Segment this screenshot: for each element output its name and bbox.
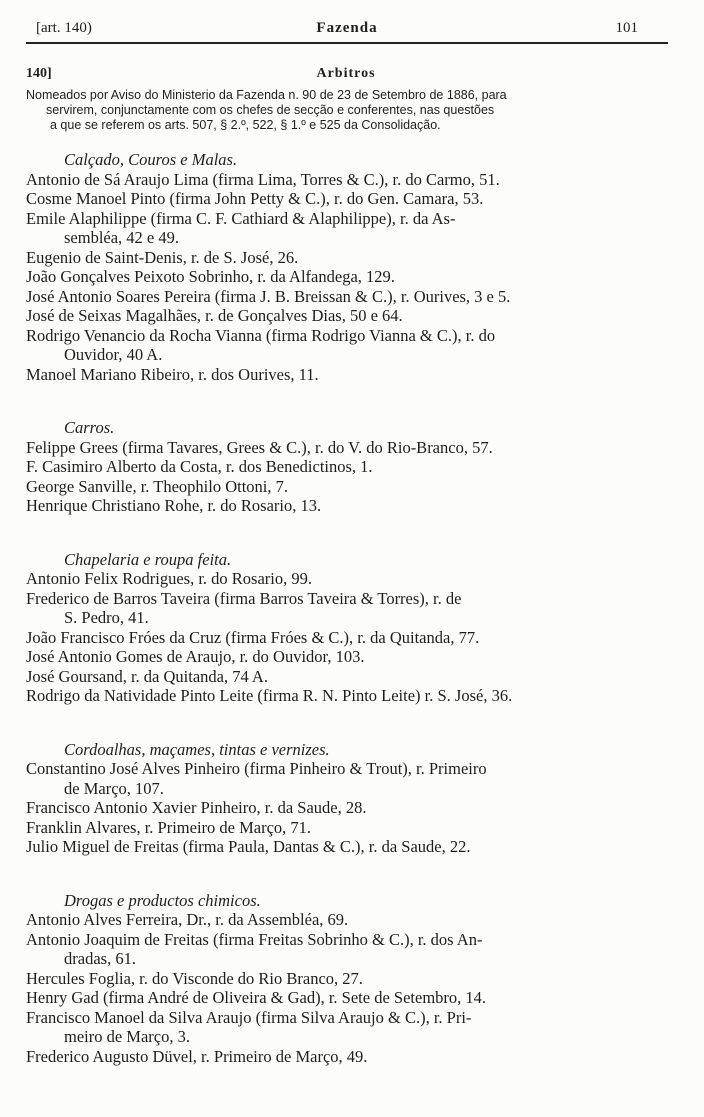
header-title: Fazenda	[316, 20, 378, 36]
list-item	[26, 988, 666, 1008]
list-item	[26, 496, 666, 516]
list-item	[26, 818, 666, 838]
arbitros-list	[26, 150, 666, 1066]
list-item	[26, 457, 666, 477]
category-spacer	[26, 706, 666, 734]
entry-line: João Francisco Fróes da Cruz (firma Fróes & C.), r. da Quitanda, 77.	[26, 627, 480, 647]
list-item	[26, 477, 666, 497]
list-item	[26, 170, 666, 190]
list-item	[26, 628, 666, 648]
category-title: Cordoalhas, maçames, tintas e vernizes.	[64, 739, 330, 759]
entry-line: Rodrigo Venancio da Rocha Vianna (firma Rodrigo Vianna & C.), r. do	[26, 325, 496, 345]
list-item	[26, 759, 666, 798]
entry-line: Frederico Augusto Düvel, r. Primeiro de Março, 49.	[26, 1046, 368, 1066]
list-item	[26, 647, 666, 667]
list-item	[26, 686, 666, 706]
entry-line: Felippe Grees (firma Tavares, Grees & C.), r. do V. do Rio-Branco, 57.	[26, 437, 493, 457]
entry-line: George Sanville, r. Theophilo Ottoni, 7.	[26, 476, 288, 496]
entry-line: Frederico de Barros Taveira (firma Barros Taveira & Torres), r. de	[26, 588, 462, 608]
section-heading	[26, 66, 666, 86]
entry-line: Antonio Felix Rodrigues, r. do Rosario, 99.	[26, 569, 312, 588]
entry-line: F. Casimiro Alberto da Costa, r. dos Benedictinos, 1.	[26, 457, 373, 476]
intro-line: Nomeados por Aviso do Ministerio da Fazenda n. 90 de 23 de Setembro de 1886, para	[26, 88, 507, 102]
entry-line: Francisco Antonio Xavier Pinheiro, r. da Saude, 28.	[26, 798, 367, 817]
section-title: Arbitros	[316, 66, 376, 81]
entry-line: João Gonçalves Peixoto Sobrinho, r. da Alfandega, 129.	[26, 267, 395, 286]
category-spacer	[26, 384, 666, 412]
entry-line: Antonio de Sá Araujo Lima (firma Lima, Torres & C.), r. do Carmo, 51.	[26, 169, 500, 189]
list-item	[26, 287, 666, 307]
category-spacer	[26, 516, 666, 544]
entry-line: Henry Gad (firma André de Oliveira & Gad), r. Sete de Setembro, 14.	[26, 988, 487, 1007]
list-item	[26, 267, 666, 287]
intro-line: servirem, conjunctamente com os chefes de secção e conferentes, nas questões	[46, 103, 495, 117]
section-intro	[26, 88, 664, 133]
list-item	[26, 1008, 666, 1047]
entry-line: Rodrigo da Natividade Pinto Leite (firma R. N. Pinto Leite) r. S. José, 36.	[26, 686, 513, 705]
entry-continuation: sembléa, 42 e 49.	[64, 228, 180, 247]
entry-line: José Antonio Soares Pereira (firma J. B. Breissan & C.), r. Ourives, 3 e 5.	[26, 286, 511, 306]
list-item	[26, 438, 666, 458]
entry-line: Emile Alaphilippe (firma C. F. Cathiard & Alaphilippe), r. da As-	[26, 208, 456, 228]
entry-line: José Antonio Gomes de Araujo, r. do Ouvidor, 103.	[26, 647, 365, 666]
entry-line: Antonio Alves Ferreira, Dr., r. da Assembléa, 69.	[26, 910, 349, 929]
list-item	[26, 837, 666, 857]
category-title: Chapelaria e roupa feita.	[64, 549, 232, 569]
category-title: Calçado, Couros e Malas.	[64, 150, 238, 169]
list-item	[26, 910, 666, 930]
list-item	[26, 1047, 666, 1067]
list-item	[26, 248, 666, 268]
entry-line: Cosme Manoel Pinto (firma John Petty & C.), r. do Gen. Camara, 53.	[26, 189, 484, 208]
entry-line: Francisco Manoel da Silva Araujo (firma Silva Araujo & C.), r. Pri-	[26, 1007, 472, 1027]
entry-line: Manoel Mariano Ribeiro, r. dos Ourives, 11.	[26, 364, 319, 384]
section-number: 140]	[26, 66, 52, 81]
list-item	[26, 326, 666, 365]
entry-line: Franklin Alvares, r. Primeiro de Março, 71.	[26, 817, 312, 837]
list-item	[26, 798, 666, 818]
entry-line: Hercules Foglia, r. do Visconde do Rio Branco, 27.	[26, 968, 363, 988]
list-item	[26, 969, 666, 989]
entry-line: José de Seixas Magalhães, r. de Gonçalves Dias, 50 e 64.	[26, 306, 403, 325]
page-number: 101	[615, 20, 638, 36]
header-rule	[26, 42, 668, 44]
list-item	[26, 365, 666, 385]
entry-continuation: dradas, 61.	[64, 949, 136, 968]
entry-line: Constantino José Alves Pinheiro (firma Pinheiro & Trout), r. Primeiro	[26, 759, 487, 778]
list-item	[26, 589, 666, 628]
list-item	[26, 189, 666, 209]
entry-continuation: meiro de Março, 3.	[64, 1027, 190, 1046]
list-item	[26, 930, 666, 969]
entry-continuation: de Março, 107.	[64, 778, 164, 798]
category-title: Carros.	[64, 418, 115, 437]
entry-line: Henrique Christiano Rohe, r. do Rosario, 13.	[26, 496, 322, 515]
list-item	[26, 569, 666, 589]
running-header	[26, 20, 668, 42]
list-item	[26, 667, 666, 687]
list-item	[26, 209, 666, 248]
list-item	[26, 306, 666, 326]
entry-line: Julio Miguel de Freitas (firma Paula, Dantas & C.), r. da Saude, 22.	[26, 837, 471, 856]
intro-line: a que se referem os arts. 507, § 2.º, 522, § 1.º e 525 da Consolidação.	[50, 118, 441, 132]
category-title: Drogas e productos chimicos.	[64, 890, 261, 910]
header-article-ref: [art. 140)	[36, 20, 92, 36]
entry-continuation: Ouvidor, 40 A.	[64, 345, 163, 364]
entry-line: Antonio Joaquim de Freitas (firma Freitas Sobrinho & C.), r. dos An-	[26, 929, 483, 949]
entry-line: Eugenio de Saint-Denis, r. de S. José, 26.	[26, 247, 299, 267]
entry-line: José Goursand, r. da Quitanda, 74 A.	[26, 666, 268, 686]
category-spacer	[26, 857, 666, 885]
entry-continuation: S. Pedro, 41.	[64, 608, 149, 627]
